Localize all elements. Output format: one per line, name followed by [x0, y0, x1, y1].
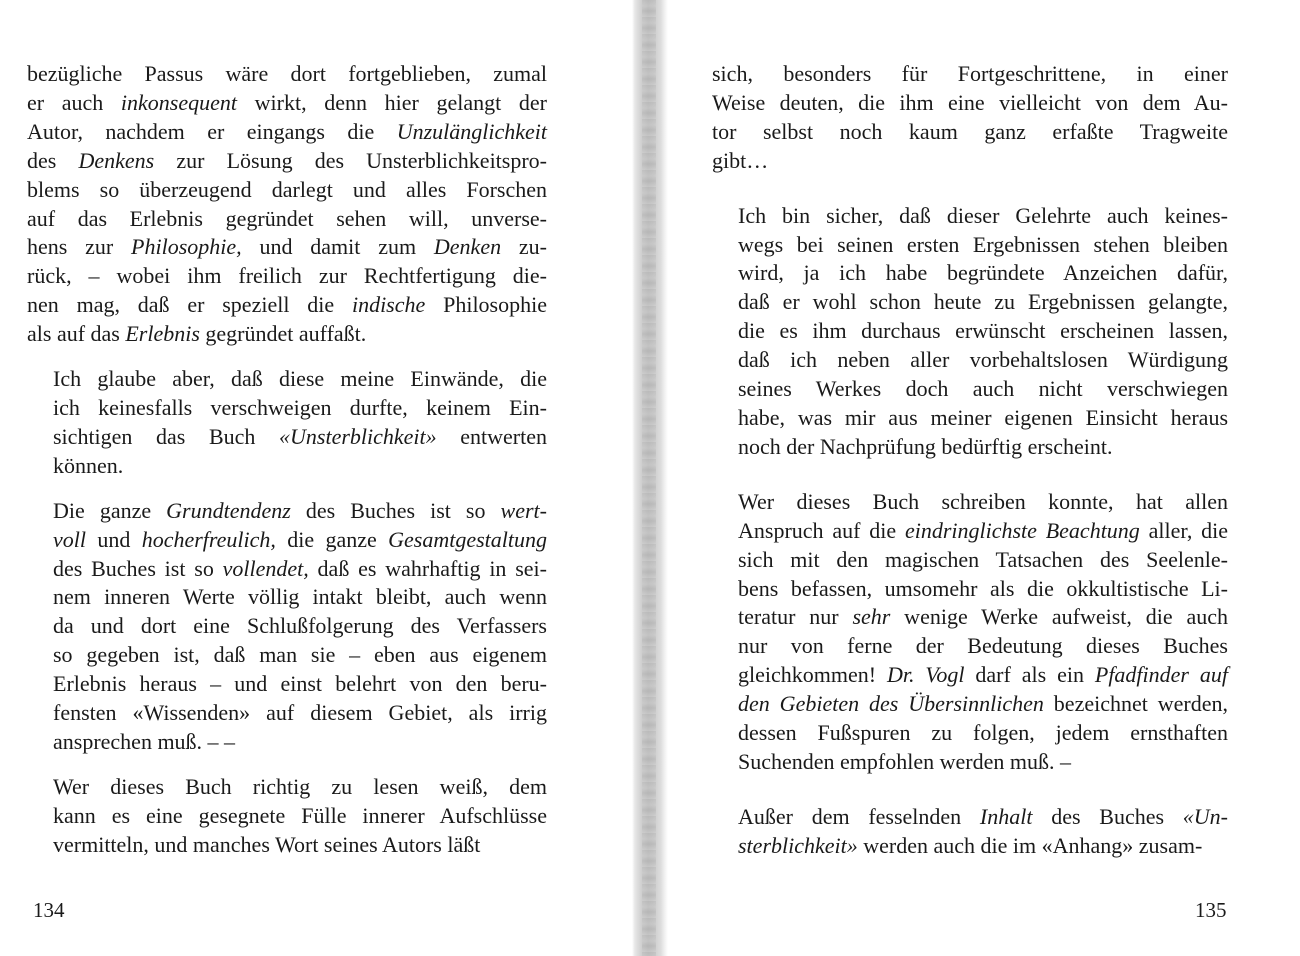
text-run: wenige Werke aufweist, die auch — [890, 604, 1228, 630]
text-line — [712, 488, 1228, 517]
text-run: und — [86, 526, 142, 552]
text-run: sichtigen das Buch — [53, 423, 280, 449]
text-run: Weise deuten, die ihm eine vielleicht von dem Au- — [712, 89, 1228, 115]
text-line — [27, 802, 547, 831]
text-run: daß es wahrhaftig in sei- — [308, 555, 547, 581]
text-line — [712, 832, 1228, 861]
text-run: nen mag, daß er speziell die — [27, 292, 352, 318]
text-run: wird, ja ich habe begründete Anzeichen dafür, — [738, 260, 1228, 286]
text-run: zur Lösung des Unsterblichkeitspro- — [154, 147, 548, 173]
text-run: gegründet auffaßt. — [199, 321, 367, 347]
text-line — [27, 612, 547, 641]
text-line — [27, 641, 547, 670]
text-line — [27, 176, 547, 205]
text-line — [712, 719, 1228, 748]
italic-text: Erlebnis — [125, 321, 200, 347]
italic-text: eindringlichste Beachtung — [904, 517, 1140, 543]
text-run: des — [27, 147, 79, 173]
text-run: gibt… — [712, 147, 769, 173]
text-line — [712, 288, 1228, 317]
italic-text: sterblichkeit» — [738, 832, 858, 858]
text-run: Außer dem fesselnden — [738, 803, 980, 829]
text-line — [712, 661, 1228, 690]
right-page-text — [712, 60, 1228, 877]
text-line — [712, 375, 1228, 404]
text-run: dessen Fußspuren zu folgen, jedem ernsthaften — [738, 720, 1228, 746]
text-line — [712, 517, 1228, 546]
text-line — [712, 575, 1228, 604]
paragraph — [27, 497, 547, 757]
text-line — [27, 262, 547, 291]
italic-text: «Unsterblichkeit» — [279, 423, 437, 449]
italic-text: Unzulänglichkeit — [396, 118, 547, 144]
italic-text: Grundtendenz — [166, 497, 291, 523]
italic-text: Pfadfinder auf — [1094, 662, 1228, 688]
text-line — [27, 831, 547, 860]
italic-text: vollendet, — [222, 555, 309, 581]
italic-text: «Un- — [1182, 803, 1228, 829]
text-line — [712, 803, 1228, 832]
text-run: Wer dieses Buch richtig zu lesen weiß, dem — [53, 773, 547, 799]
text-run: bens befassen, umsomehr als die okkultistische Li- — [738, 575, 1228, 601]
text-run: wegs bei seinen ersten Ergebnissen stehen bleiben — [738, 231, 1228, 257]
text-run: bezügliche Passus wäre dort fortgeblieben, zumal — [27, 61, 547, 86]
text-line — [27, 147, 547, 176]
text-run: Anspruch auf die — [738, 517, 905, 543]
text-run: darf als ein — [964, 662, 1095, 688]
text-run: ansprechen muß. – – — [53, 728, 236, 754]
text-run: nur von ferne der Bedeutung dieses Buches — [738, 633, 1228, 659]
text-line — [27, 233, 547, 262]
text-line — [27, 583, 547, 612]
italic-text: Denkens — [78, 147, 155, 173]
text-line — [712, 147, 1228, 176]
text-run: da und dort eine Schlußfolgerung des Verfassers — [53, 613, 547, 639]
paragraph — [712, 60, 1228, 176]
text-run: daß er wohl schon heute zu Ergebnissen gelangte, — [738, 289, 1228, 315]
text-run: hens zur — [27, 234, 132, 260]
text-line — [27, 291, 547, 320]
text-line — [712, 202, 1228, 231]
text-line — [712, 317, 1228, 346]
text-line — [27, 89, 547, 118]
text-run: habe, was mir aus meiner eigenen Einsicht heraus — [738, 404, 1228, 430]
text-run: teratur nur — [738, 604, 853, 630]
text-run: des Buches — [1032, 803, 1183, 829]
italic-text: den Gebieten des Übersinnlichen — [738, 691, 1044, 717]
page-number-left: 134 — [33, 898, 65, 922]
text-line — [27, 320, 547, 349]
italic-text: Philosophie, — [131, 234, 242, 260]
text-run: bezeichnet werden, — [1043, 691, 1229, 717]
text-run: können. — [53, 452, 124, 478]
paragraph — [712, 202, 1228, 462]
text-run: tor selbst noch kaum ganz erfaßte Tragweite — [712, 118, 1228, 144]
text-run: als auf das — [27, 321, 126, 347]
text-run: so gegeben ist, daß man sie – eben aus eigenem — [53, 642, 547, 668]
text-run: nem inneren Werte völlig intakt bleibt, auch wenn — [53, 584, 547, 610]
left-page — [0, 0, 640, 956]
text-run: und damit zum — [241, 234, 434, 260]
italic-text: sehr — [852, 604, 891, 630]
text-run: er auch — [27, 89, 121, 115]
text-line — [27, 670, 547, 699]
text-run: blems so überzeugend darlegt und alles Forschen — [27, 176, 547, 202]
text-line — [27, 773, 547, 802]
text-run: des Buches ist so — [290, 497, 501, 523]
text-line — [27, 497, 547, 526]
paragraph — [712, 803, 1228, 861]
text-run: fensten «Wissenden» auf diesem Gebiet, als irrig — [53, 700, 547, 726]
text-line — [712, 231, 1228, 260]
text-run: des Buches ist so — [53, 555, 223, 581]
text-run: auf das Erlebnis gegründet sehen will, unverse- — [27, 205, 547, 231]
text-line — [27, 394, 547, 423]
italic-text: wert- — [500, 497, 547, 523]
text-line — [27, 118, 547, 147]
page-number-right: 135 — [1195, 898, 1227, 922]
text-line — [27, 423, 547, 452]
text-run: gleichkommen! — [738, 662, 887, 688]
text-line — [712, 346, 1228, 375]
text-line — [27, 60, 547, 89]
text-run: entwerten — [436, 423, 547, 449]
text-line — [27, 555, 547, 584]
text-run: sich, besonders für Fortgeschrittene, in einer — [712, 61, 1228, 86]
text-run: Erlebnis heraus – und einst belehrt von den beru- — [53, 671, 547, 697]
paragraph — [27, 365, 547, 481]
text-run: Die ganze — [53, 497, 167, 523]
italic-text: Denken — [433, 234, 502, 260]
text-run: sich mit den magischen Tatsachen des Seelenle- — [738, 546, 1228, 572]
text-run: seines Werkes doch auch nicht verschwiegen — [738, 376, 1228, 402]
text-run: Ich glaube aber, daß diese meine Einwände, die — [53, 366, 547, 392]
paragraph — [712, 488, 1228, 777]
italic-text: voll — [53, 526, 86, 552]
italic-text: Dr. Vogl — [886, 662, 965, 688]
text-line — [27, 205, 547, 234]
text-line — [712, 748, 1228, 777]
text-run: werden auch die im «Anhang» zusam- — [857, 832, 1203, 858]
text-line — [712, 89, 1228, 118]
text-run: kann es eine gesegnete Fülle innerer Aufschlüsse — [53, 802, 547, 828]
text-line — [712, 433, 1228, 462]
text-run: noch der Nachprüfung bedürftig erscheint. — [738, 433, 1113, 459]
text-run: die es ihm durchaus erwünscht erscheinen lassen, — [738, 318, 1228, 344]
text-run: ich keinesfalls verschweigen durfte, keinem Ein- — [53, 394, 547, 420]
text-line — [27, 728, 547, 757]
text-run: rück, – wobei ihm freilich zur Rechtfertigung die- — [27, 263, 547, 289]
text-line — [712, 632, 1228, 661]
text-run: Philosophie — [425, 292, 547, 318]
left-page-text — [27, 60, 547, 876]
italic-text: Gesamtgestaltung — [388, 526, 548, 552]
right-page — [660, 0, 1300, 956]
text-line — [712, 118, 1228, 147]
text-run: Wer dieses Buch schreiben konnte, hat allen — [738, 488, 1228, 514]
text-line — [712, 546, 1228, 575]
paragraph — [27, 773, 547, 860]
text-run: wirkt, denn hier gelangt der — [237, 89, 547, 115]
text-line — [712, 259, 1228, 288]
text-line — [712, 690, 1228, 719]
italic-text: inkonsequent — [120, 89, 238, 115]
text-run: daß ich neben aller vorbehaltslosen Würdigung — [738, 347, 1228, 373]
text-run: Suchenden empfohlen werden muß. – — [738, 748, 1071, 774]
text-line — [27, 526, 547, 555]
text-line — [27, 365, 547, 394]
text-line — [712, 603, 1228, 632]
text-line — [27, 699, 547, 728]
text-line — [712, 404, 1228, 433]
text-run: Autor, nachdem er eingangs die — [27, 118, 397, 144]
text-run: Ich bin sicher, daß dieser Gelehrte auch keines- — [738, 202, 1228, 228]
text-run: die ganze — [275, 526, 389, 552]
text-run: vermitteln, und manches Wort seines Autors läßt — [53, 831, 481, 857]
paragraph — [27, 60, 547, 349]
text-run: aller, die — [1139, 517, 1229, 543]
text-run: zu- — [501, 234, 547, 260]
text-line — [27, 452, 547, 481]
italic-text: hocherfreulich, — [141, 526, 276, 552]
text-line — [712, 60, 1228, 89]
italic-text: indische — [351, 292, 426, 318]
italic-text: Inhalt — [979, 803, 1033, 829]
